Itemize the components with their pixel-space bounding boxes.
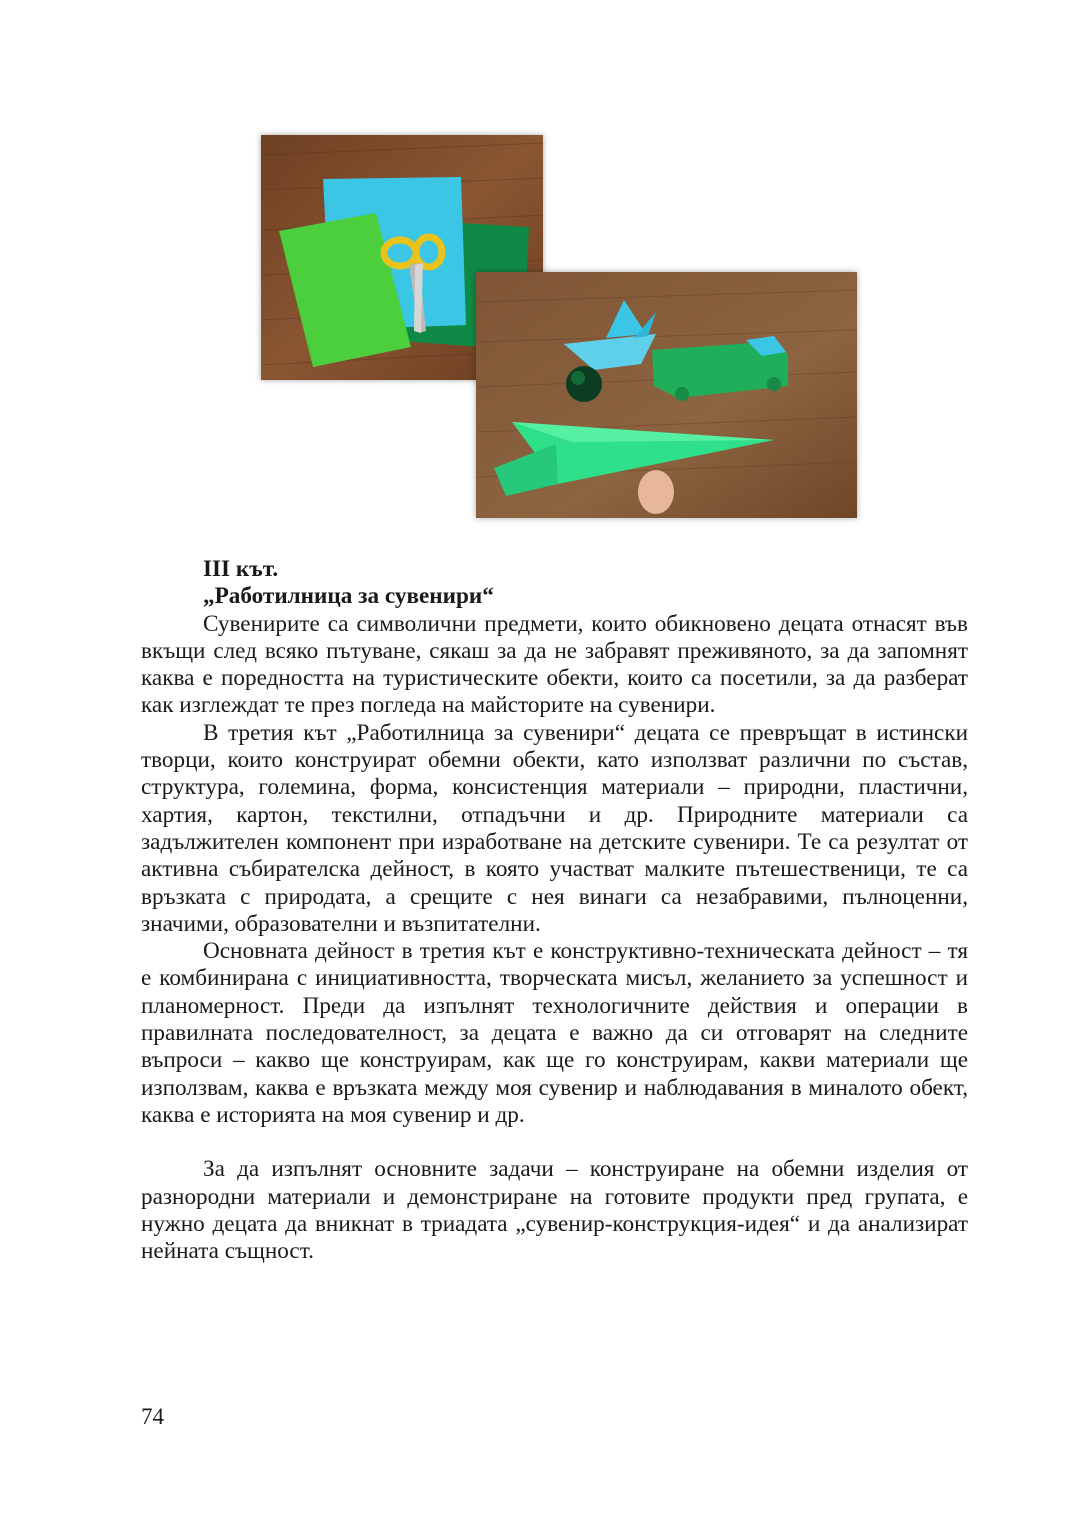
paragraph-souvenirs-intro: Сувенирите са символични предмети, които обикновено децата отнасят във вкъщи след всяко пътуване, сякаш за да не забравят преживяното, за да запомнят каква е поредността на туристическите обекти, които са посетили, за да разберат как изглеждат те през погледа на майсторите на сувенири. — [141, 610, 968, 719]
page-number: 74 — [141, 1404, 164, 1429]
section-heading-number: III кът. — [203, 556, 279, 582]
paragraph-workshop-corner: В третия кът „Работилница за сувенири“ децата се превръщат в истински творци, които конструират обемни обекти, като използват различни по състав, структура, големина, форма, консистенция материали – природни, пластични, хартия, картон, текстилни, отпадъчни и др. Природните материали са задължителен компонент при изработване на детските сувенири. Те са резултат от активна събирателска дейност, в която участват малките пътешественици, те са връзката с природата, а срещите с нея винаги са незабравими, пълноценни, значими, образователни и възпитателни. — [141, 719, 968, 937]
paragraph-main-tasks: За да изпълнят основните задачи – конструиране на обемни изделия от разнородни материали и демонстриране на готовите продукти пред групата, е нужно децата да вникнат в триадата „сувенир-конструкция-идея“ и да анализират нейната същност. — [141, 1156, 968, 1265]
paragraph-main-activity: Основната дейност в третия кът е конструктивно-техническата дейност – тя е комбинирана с инициативността, творческата мисъл, желанието за успешност и планомерност. Преди да изпълнят технологичните действия и операции в правилната последователност, за децата е важно да си отговарят на следните въпроси – какво ще конструирам, как ще го конструирам, какви материали ще използвам, каква е връзката между моя сувенир и наблюдавания в миналото обект, каква е историята на моя сувенир и др. — [141, 938, 968, 1128]
article-body — [141, 556, 968, 1265]
photo-origami-models — [476, 272, 857, 518]
photo-origami-models-image — [476, 272, 857, 518]
section-heading-title: „Работилница за сувенири“ — [203, 583, 494, 610]
